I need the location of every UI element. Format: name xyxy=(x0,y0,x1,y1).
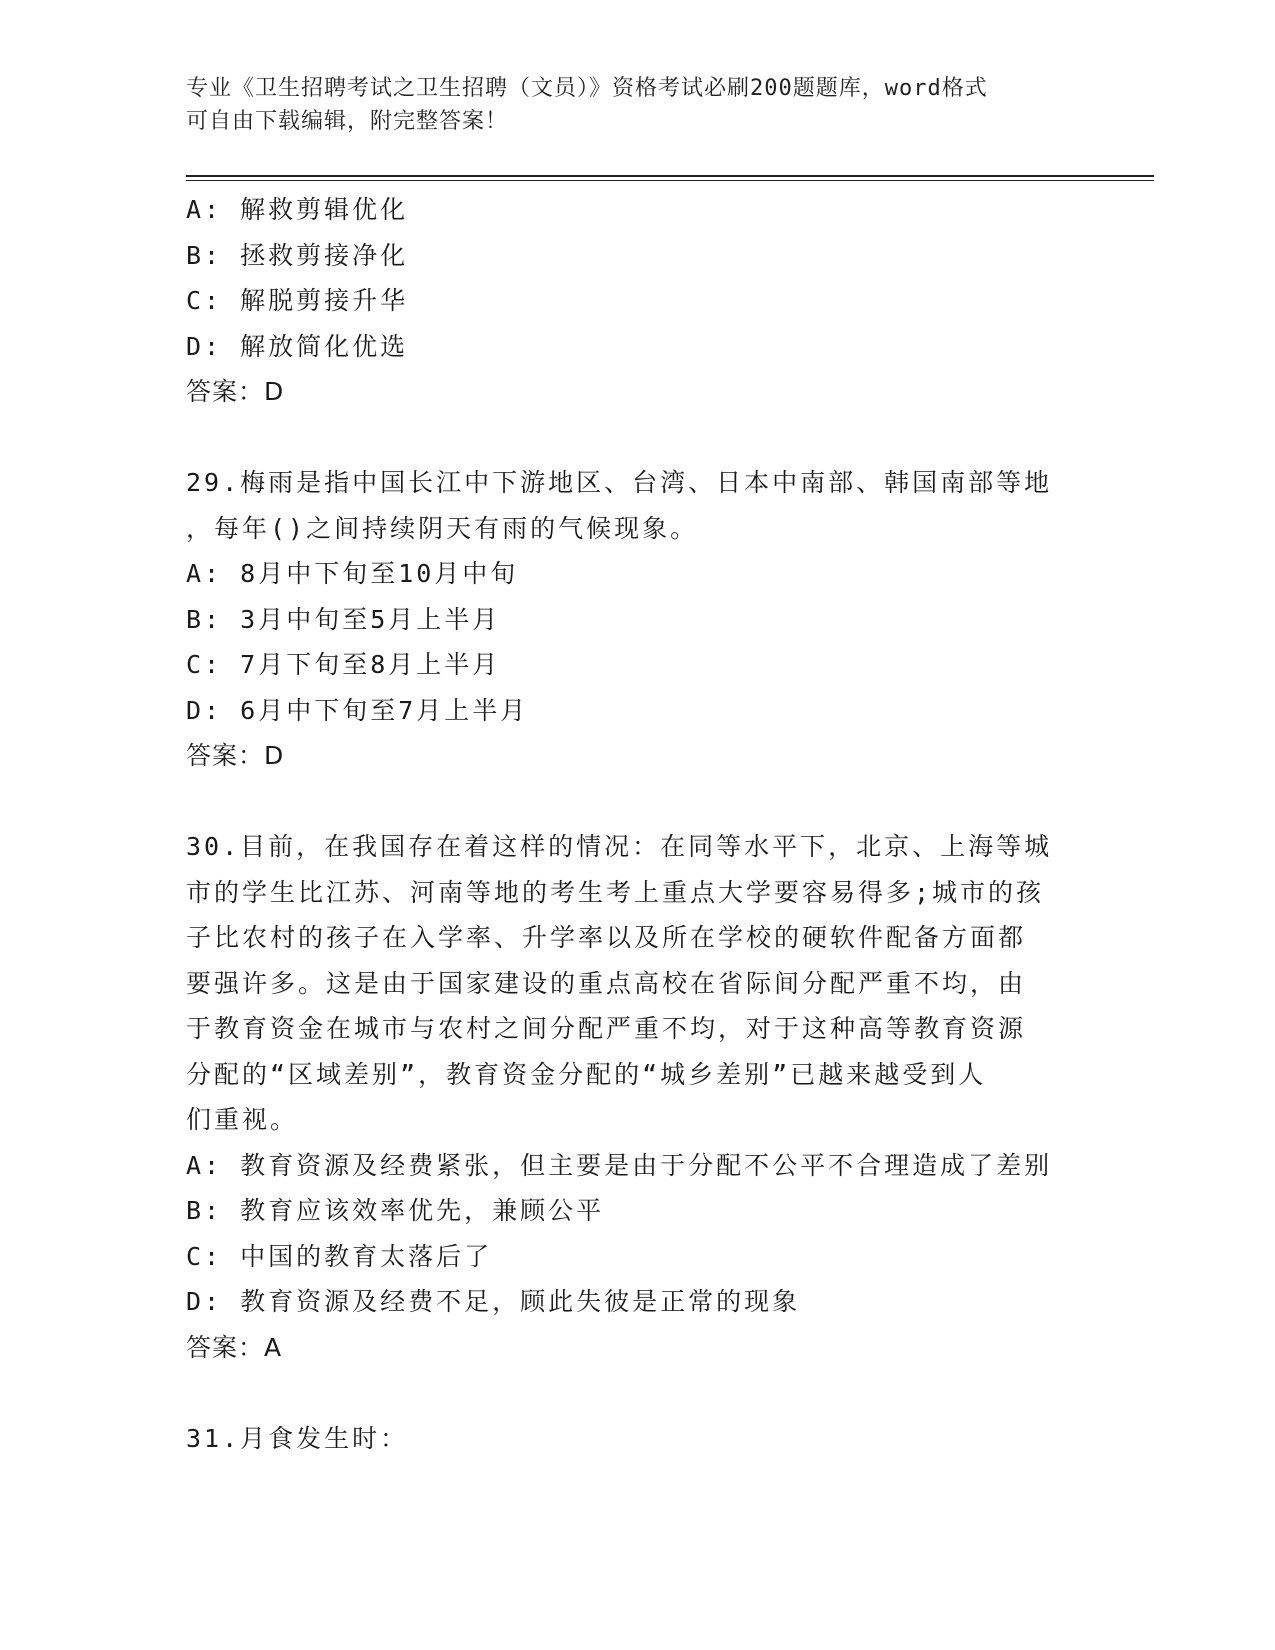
question-text-line: 子比农村的孩子在入学率、升学率以及所在学校的硬软件配备方面都 xyxy=(186,923,1027,952)
option-c: C: 解脱剪接升华 xyxy=(186,286,409,315)
spacer xyxy=(186,415,1086,461)
question-content xyxy=(186,187,1086,1461)
question-text xyxy=(186,460,1086,551)
spacer xyxy=(186,1370,1086,1416)
question-30 xyxy=(186,824,1086,1370)
question-text-line: 要强许多。这是由于国家建设的重点高校在省际间分配严重不均，由 xyxy=(186,968,1027,998)
option-b: B: 拯救剪接净化 xyxy=(186,240,409,270)
question-29 xyxy=(186,460,1086,779)
header-divider-thin xyxy=(186,180,1154,181)
question-28 xyxy=(186,187,1086,415)
option-d: D: 教育资源及经费不足，顾此失彼是正常的现象 xyxy=(186,1287,801,1316)
question-31 xyxy=(186,1416,1086,1462)
question-text-line: 31.月食发生时： xyxy=(186,1423,409,1453)
document-header xyxy=(186,72,1086,138)
option-a: A: 教育资源及经费紧张，但主要是由于分配不公平不合理造成了差别 xyxy=(186,1150,1053,1180)
question-text-line: 们重视。 xyxy=(186,1105,299,1134)
option-d: D: 6月中下旬至7月上半月 xyxy=(186,695,529,725)
answer-line: 答案：D xyxy=(186,377,285,406)
question-text-line: 29.梅雨是指中国长江中下游地区、台湾、日本中南部、韩国南部等地 xyxy=(186,468,1053,497)
option-b: B: 教育应该效率优先，兼顾公平 xyxy=(186,1196,605,1225)
question-text-line: 市的学生比江苏、河南等地的考生考上重点大学要容易得多;城市的孩 xyxy=(186,877,1045,907)
answer-line: 答案：D xyxy=(186,741,285,770)
option-a: A: 8月中下旬至10月中旬 xyxy=(186,559,519,588)
header-line-1: 专业《卫生招聘考试之卫生招聘（文员）》资格考试必刷200题题库，word格式 xyxy=(186,76,988,101)
option-c: C: 7月下旬至8月上半月 xyxy=(186,650,501,679)
question-text xyxy=(186,824,1086,1143)
question-text-line: ，每年()之间持续阴天有雨的气候现象。 xyxy=(186,513,699,543)
question-text-line: 分配的“区域差别”，教育资金分配的“城乡差别”已越来越受到人 xyxy=(186,1059,987,1089)
answer-line: 答案：A xyxy=(186,1332,283,1362)
question-text-line: 30.目前，在我国存在着这样的情况：在同等水平下，北京、上海等城 xyxy=(186,832,1053,861)
option-d: D: 解放简化优选 xyxy=(186,331,409,361)
option-b: B: 3月中旬至5月上半月 xyxy=(186,604,501,634)
header-line-2: 可自由下载编辑，附完整答案！ xyxy=(186,109,509,134)
question-text-line: 于教育资金在城市与农村之间分配严重不均，对于这种高等教育资源 xyxy=(186,1014,1027,1043)
option-c: C: 中国的教育太落后了 xyxy=(186,1241,493,1271)
option-a: A: 解救剪辑优化 xyxy=(186,195,409,224)
header-divider-thick xyxy=(186,175,1154,177)
spacer xyxy=(186,779,1086,825)
